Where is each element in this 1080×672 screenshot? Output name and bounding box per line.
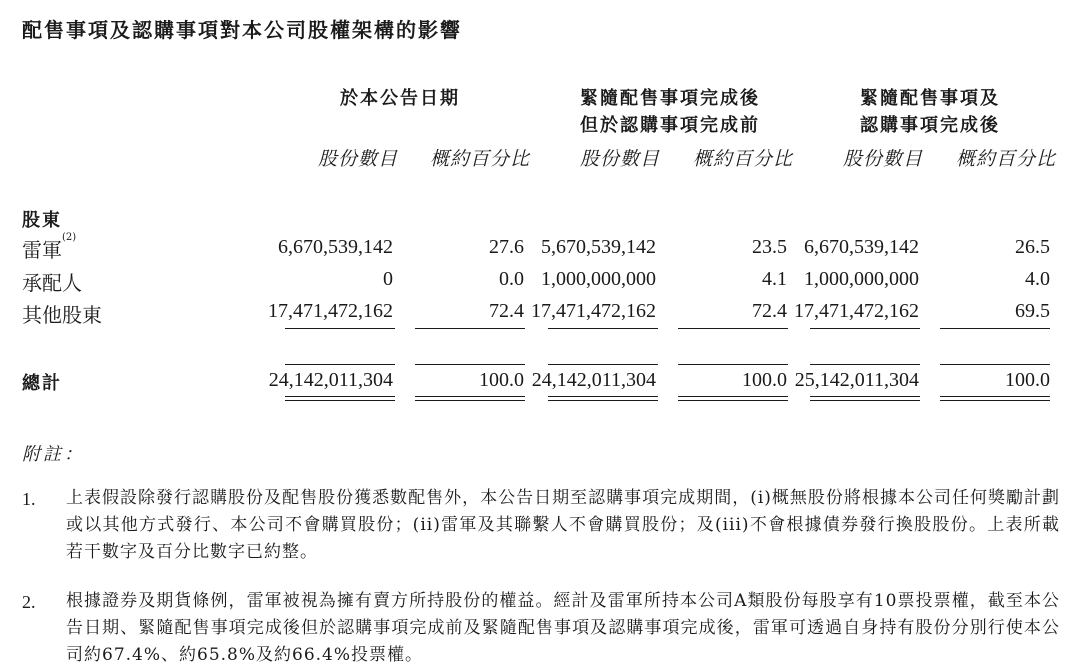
total-top-rule [548,364,658,365]
cell-g2-shares: 1,000,000,000 [541,268,656,290]
group-header-line1: 緊隨配售事項及 [860,88,1000,109]
cell-g2-percent: 4.1 [762,268,787,290]
total-g3-percent: 100.0 [1005,369,1050,391]
group-header-line2: 但於認購事項完成前 [580,115,760,136]
total-double-rule [940,400,1050,401]
subtotal-rule [285,328,395,329]
cell-g2-shares: 17,471,472,162 [531,300,656,322]
total-top-rule [285,364,395,365]
row-label: 承配人 [22,271,82,295]
total-double-rule [548,400,658,401]
total-top-rule [415,364,525,365]
total-double-rule [678,400,788,401]
total-double-rule [678,396,788,397]
total-double-rule [415,396,525,397]
cell-g3-shares: 1,000,000,000 [804,268,919,290]
total-double-rule [285,400,395,401]
group-header-line2: 於本公告日期 [340,88,460,109]
subheader-shares: 股份數目 [580,148,661,170]
group-header-after-placing [560,85,780,139]
subheader-shares: 股份數目 [318,148,399,170]
subtotal-rule [415,328,525,329]
group-header-line1: 緊隨配售事項完成後 [580,88,760,109]
note-text: 根據證券及期貨條例，雷軍被視為擁有賣方所持股份的權益。經計及雷軍所持本公司A類股份每股享有10票投票權，截至本公告日期、緊隨配售事項完成後但於認購事項完成前及緊隨配售事項及認購事項完成後，雷軍可透過自身持有股份分別行使本公司約67.4%、約65.8%及約66.4%投票權。 [66,591,1061,665]
cell-g1-percent: 72.4 [489,300,524,322]
total-label: 總計 [22,373,62,394]
cell-g3-percent: 4.0 [1025,268,1050,290]
cell-g1-percent: 0.0 [499,268,524,290]
group-header-current [300,85,500,112]
cell-g1-shares: 6,670,539,142 [278,236,393,258]
total-g2-shares: 24,142,011,304 [531,369,656,391]
total-double-rule [810,396,920,397]
group-header-line2: 認購事項完成後 [860,115,1000,136]
section-label-shareholders: 股東 [22,210,62,231]
total-double-rule [548,396,658,397]
note-text: 上表假設除發行認購股份及配售股份獲悉數配售外，本公告日期至認購事項完成期間，(i)概無股份將根據本公司任何獎勵計劃或以其他方式發行、本公司不會購買股份；(ii)雷軍及其聯繫人不會購買股份；及(iii)不會根據債券發行換股股份。上表所載若干數字及百分比數字已約整。 [66,488,1060,562]
total-double-rule [940,396,1050,397]
total-top-rule [810,364,920,365]
cell-g1-shares: 17,471,472,162 [268,300,393,322]
row-label: 其他股東 [22,303,102,327]
page-title: 配售事項及認購事項對本公司股權架構的影響 [22,18,462,42]
note-number: 2. [22,592,36,612]
subheader-percent: 概約百分比 [956,148,1057,170]
cell-g2-percent: 23.5 [752,236,787,258]
note-number: 1. [22,489,36,509]
total-g1-percent: 100.0 [479,369,524,391]
cell-g3-shares: 17,471,472,162 [794,300,919,322]
cell-g3-percent: 69.5 [1015,300,1050,322]
cell-g3-percent: 26.5 [1015,236,1050,258]
cell-g1-shares: 0 [383,268,393,290]
cell-g1-percent: 27.6 [489,236,524,258]
footnote-ref: (2) [62,232,77,243]
subtotal-rule [548,328,658,329]
cell-g2-shares: 5,670,539,142 [541,236,656,258]
subtotal-rule [810,328,920,329]
total-g1-shares: 24,142,011,304 [268,369,393,391]
total-g3-shares: 25,142,011,304 [794,369,919,391]
total-double-rule [285,396,395,397]
subheader-shares: 股份數目 [843,148,924,170]
cell-g2-percent: 72.4 [752,300,787,322]
row-label: 雷軍$^{(2)}$ [22,232,77,262]
subheader-percent: 概約百分比 [693,148,794,170]
notes-heading: 附註： [22,444,85,465]
total-g2-percent: 100.0 [742,369,787,391]
subtotal-rule [678,328,788,329]
group-header-after-subscription [830,85,1030,139]
subheader-percent: 概約百分比 [430,148,531,170]
total-top-rule [940,364,1050,365]
total-double-rule [810,400,920,401]
cell-g3-shares: 6,670,539,142 [804,236,919,258]
total-double-rule [415,400,525,401]
total-top-rule [678,364,788,365]
subtotal-rule [940,328,1050,329]
